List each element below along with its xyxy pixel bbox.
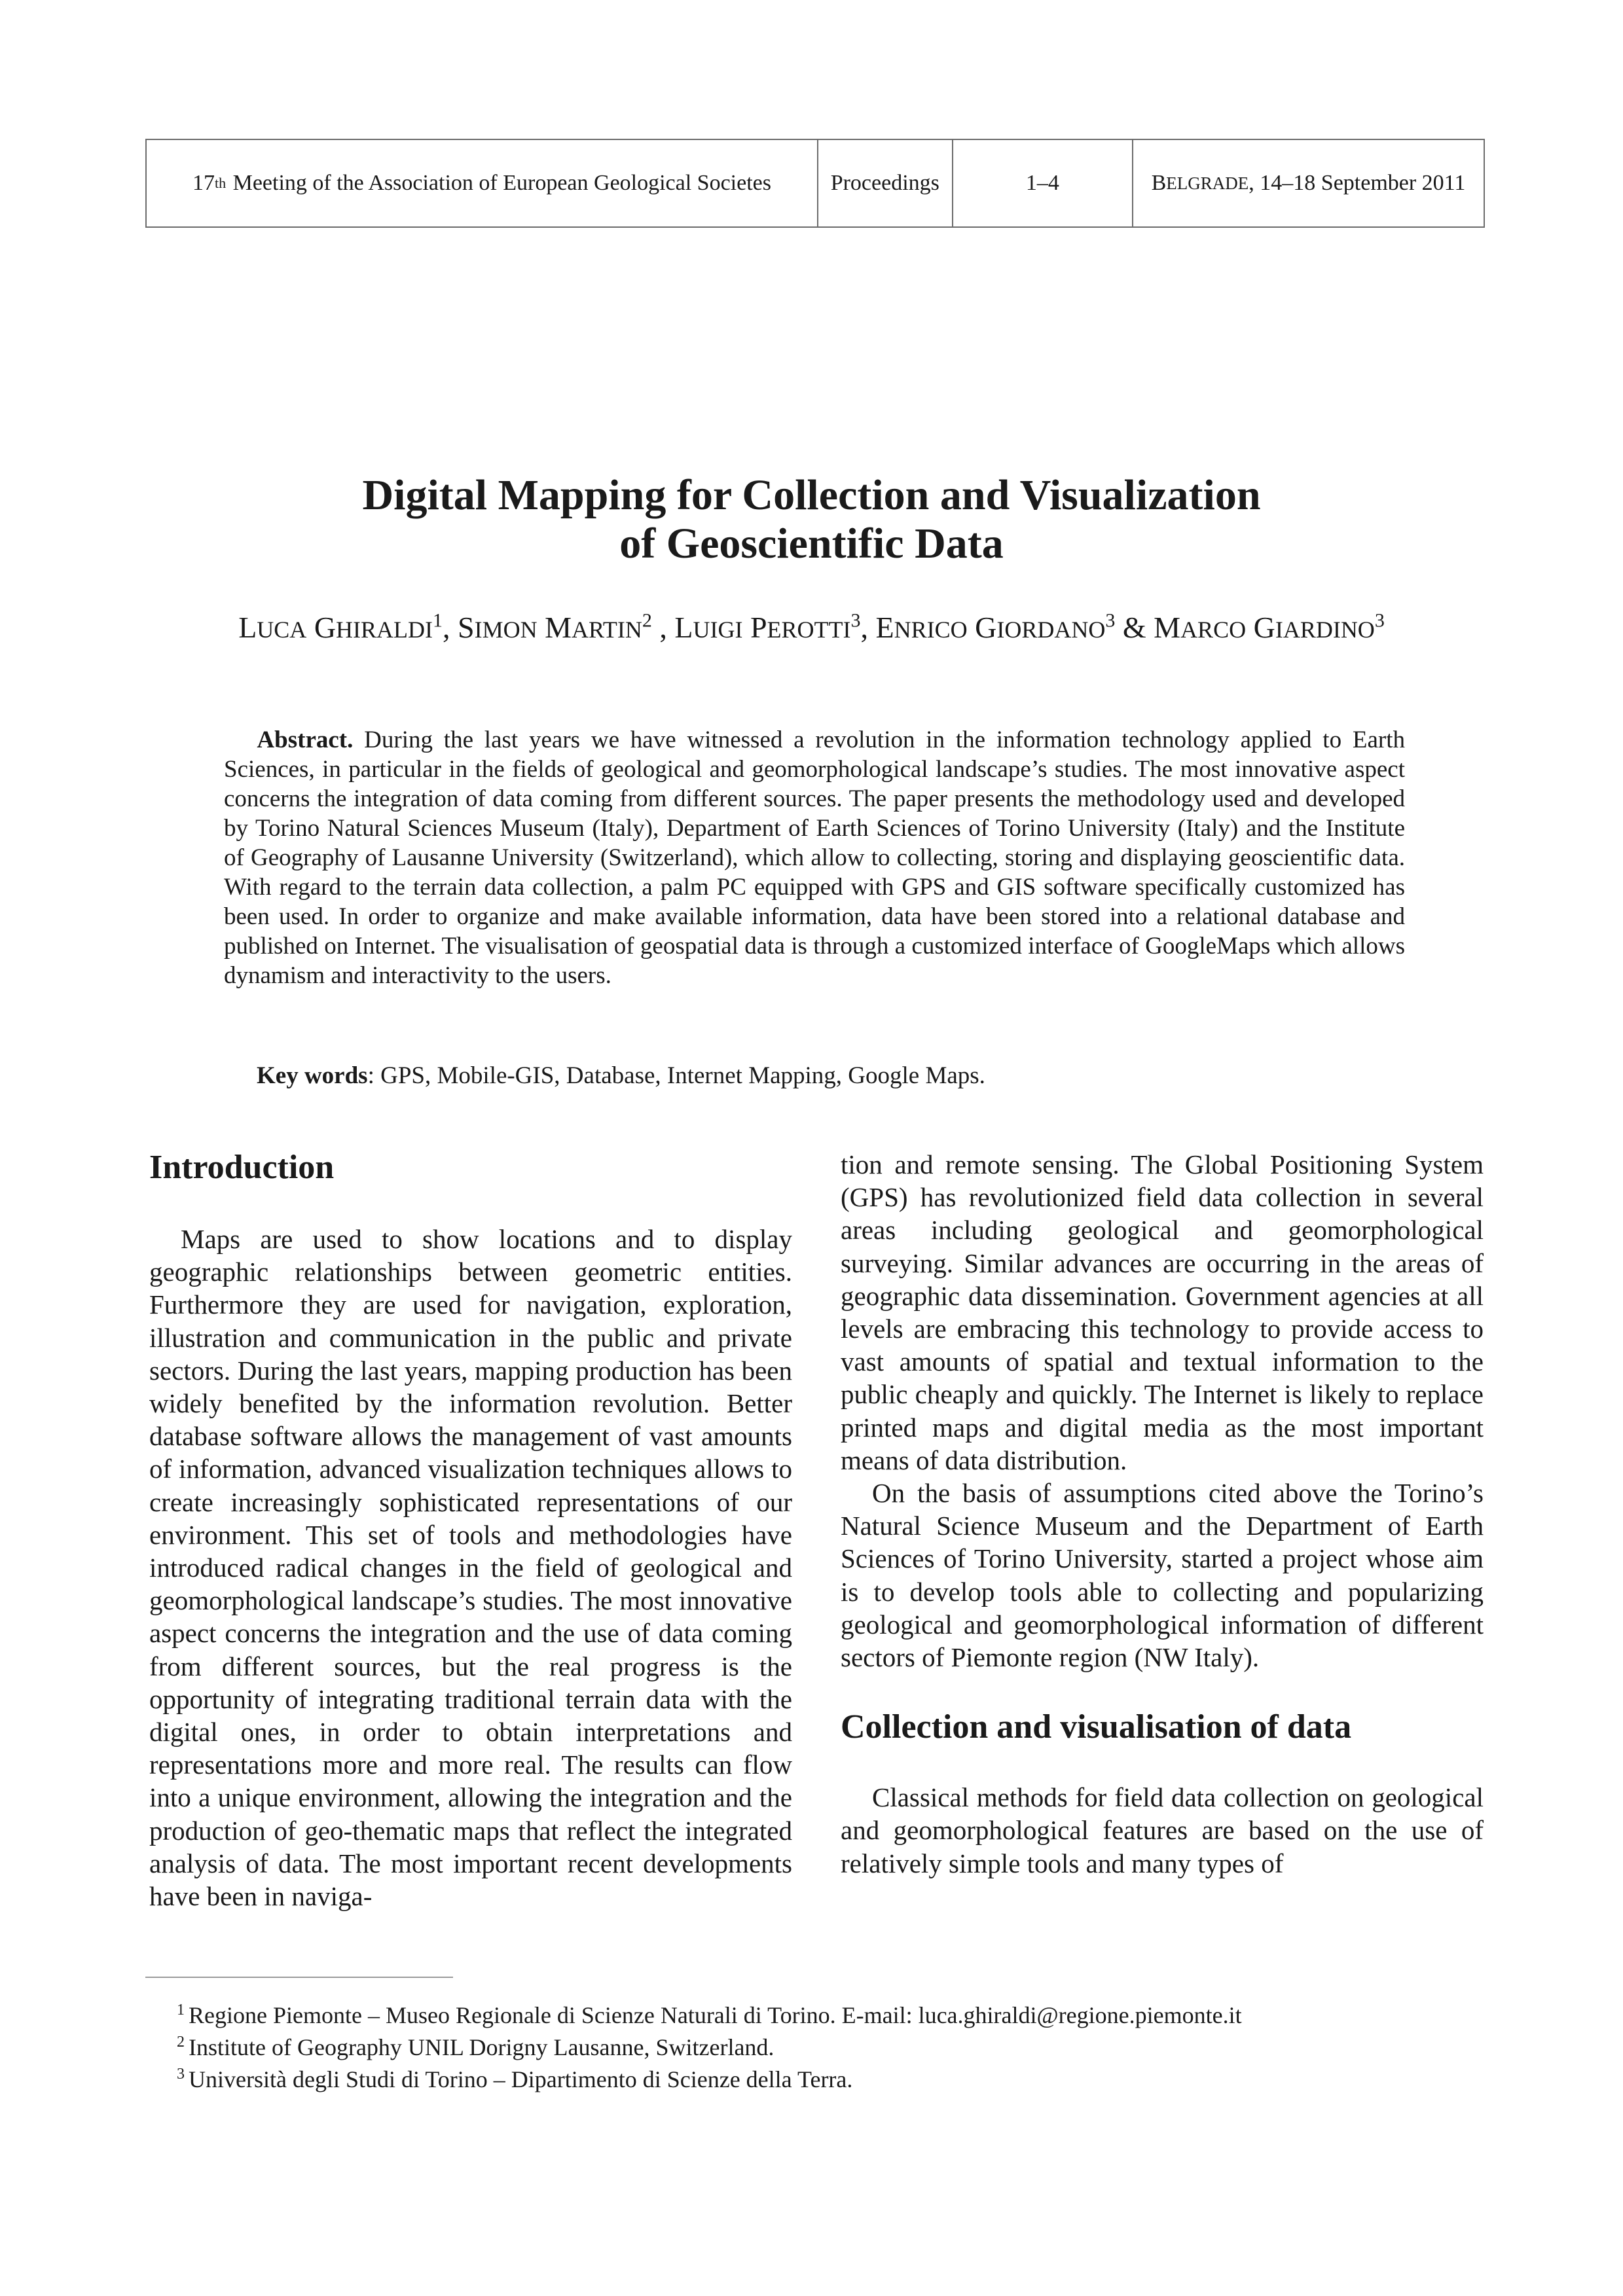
author: MARCO GIARDINO$^3$ — [1154, 609, 1385, 644]
section-heading-collection: Collection and visualisation of data — [841, 1708, 1352, 1746]
keywords-label: Key words — [257, 1062, 368, 1089]
paper-title — [0, 471, 1623, 568]
footnote: $^1$ Regione Piemonte – Museo Regionale di Scienze Naturali di Torino. E-mail: luca.ghiraldi@regione.piemonte.it — [177, 2001, 1242, 2028]
body-paragraph: On the basis of assumptions cited above the Torino’s Natural Science Museum and the Department of Earth Sciences of Torino University, started a project whose aim is to develop tools able to collecting and popularizing geological and geomorphological information of different sectors of Piemonte region (NW Italy). — [841, 1478, 1484, 1673]
running-header-table — [145, 139, 1485, 228]
abstract-label: Abstract. — [257, 726, 354, 753]
title-line-2: of Geoscientific Data — [619, 520, 1004, 567]
keywords-text: : GPS, Mobile-GIS, Database, Internet Mapping, Google Maps. — [367, 1062, 985, 1089]
author: LUCA GHIRALDI$^1$, — [238, 609, 458, 644]
body-paragraph: Classical methods for field data collection on geological and geomorphological features are based on the use of relatively simple tools and many types of — [841, 1782, 1484, 1878]
author: LUIGI PEROTTI$^3$, — [674, 609, 876, 644]
author-list — [0, 610, 1623, 645]
author: ENRICO GIORDANO$^3$ & — [875, 609, 1154, 644]
abstract-text: During the last years we have witnessed a revolution in the information technology applied to Earth Sciences, in particular in the fields of geological and geomorphological landscape’s studies. The most innovative aspect concerns the integration of data coming from different sources. The paper presents the methodology used and developed by Torino Natural Sciences Museum (Italy), Department of Earth Sciences of Torino University (Italy) and the Institute of Geography of Lausanne University (Switzerland), which allow to collecting, storing and displaying geoscientific data. With regard to the terrain data collection, a palm PC equipped with GPS and GIS software specifically customized has been used. In order to organize and make available information, data have been stored into a relational database and published on Internet. The visualisation of geospatial data is through a customized interface of GoogleMaps which allows dynamism and interactivity to the users. — [224, 726, 1406, 989]
title-line-1: Digital Mapping for Collection and Visualization — [362, 471, 1261, 519]
header-pages: 1–4 — [953, 140, 1133, 226]
left-column — [149, 1148, 792, 1912]
body-paragraph: Maps are used to show locations and to display geographic relationships between geometric entities. Furthermore they are used for navigation, exploration, illustration and communication in the public and private sectors. During the last years, mapping production has been widely benefited by the information revolution. Better database software allows the management of vast amounts of information, advanced visualization techniques allows to create increasingly sophisticated representations of our environment. This set of tools and methodologies have introduced radical changes in the field of geological and geomorphological landscape’s studies. The most innovative aspect concerns the integration and the use of data coming from different sources, but the real progress is the opportunity of integrating traditional terrain data with the digital ones, in order to obtain interpretations and representations more and more real. The results can flow into a unique environment, allowing the integration and the production of geo-thematic maps that reflect the integrated analysis of data. The most important recent developments have been in naviga- — [149, 1224, 792, 1912]
right-column — [841, 1148, 1484, 1880]
abstract — [224, 725, 1405, 990]
footnote: $^2$ Institute of Geography UNIL Dorigny Lausanne, Switzerland. — [177, 2034, 775, 2060]
body-paragraph: tion and remote sensing. The Global Positioning System (GPS) has revolutionized field data collection in several areas including geological and geomorphological surveying. Similar advances are occurring in the areas of geographic data dissemination. Government agencies at all levels are embracing this technology to provide access to vast amounts of spatial and textual information to the public cheaply and quickly. The Internet is likely to replace printed maps and digital media as the most important means of data distribution. — [841, 1149, 1484, 1475]
author: SIMON MARTIN$^2$ , — [458, 609, 675, 644]
header-place-date: B ELGRADE , 14–18 September 2011 — [1151, 171, 1466, 195]
footnotes — [177, 2000, 1242, 2096]
keywords — [257, 1062, 985, 1090]
footnote: $^3$ Università degli Studi di Torino – Dipartimento di Scienze della Terra. — [177, 2066, 853, 2092]
section-heading-introduction: Introduction — [149, 1149, 335, 1186]
header-proceedings: Proceedings — [818, 140, 953, 226]
header-meeting: 17 th Meeting of the Association of European Geological Societes — [147, 140, 818, 226]
footnote-rule — [145, 1977, 453, 1978]
